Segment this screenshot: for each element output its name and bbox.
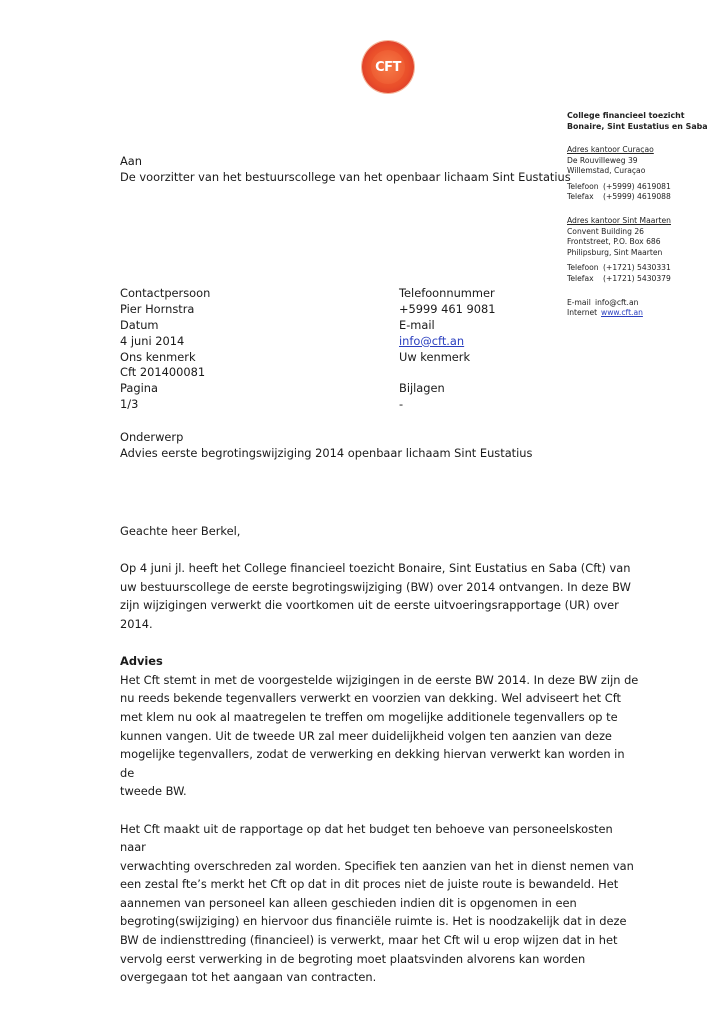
sint-maarten-address-line3: Philipsburg, Sint Maarten bbox=[567, 247, 663, 257]
sender-email-row bbox=[567, 298, 717, 309]
logo-text: CFT bbox=[375, 59, 401, 75]
addressee-block bbox=[120, 153, 571, 185]
advies-line: kunnen vangen. Uit de tweede UR zal meer duidelijkheid volgen ten aanzien van deze bbox=[120, 728, 612, 743]
advies-line: met klem nu ook al maatregelen te treffen om mogelijke additionele tegenvallers op te bbox=[120, 709, 618, 724]
sint-maarten-address-line2: Frontstreet, P.O. Box 686 bbox=[567, 237, 661, 247]
sender-organization: College financieel toezicht Bonaire, Sint Eustatius en Saba bbox=[567, 111, 708, 131]
attachments-value: - bbox=[399, 397, 404, 412]
sint-maarten-fax-row bbox=[567, 274, 717, 285]
personnel-line: BW de indiensttreding (financieel) is verwerkt, maar het Cft wil u erop wijzen dat in het bbox=[120, 933, 618, 948]
sint-maarten-phone-label: Telefoon bbox=[567, 263, 599, 273]
subject-block bbox=[120, 429, 532, 461]
personnel-line: Het Cft maakt uit de rapportage op dat het budget ten behoeve van personeelskosten naar bbox=[120, 821, 613, 855]
phone-label: Telefoonnummer bbox=[399, 286, 495, 300]
phone-number: +5999 461 9081 bbox=[399, 301, 496, 316]
curacao-office-heading: Adres kantoor Curaçao bbox=[567, 145, 654, 154]
intro-line: uw bestuurscollege de eerste begrotingswijziging (BW) over 2014 ontvangen. In deze BW bbox=[120, 579, 631, 594]
addressee-name: De voorzitter van het bestuurscollege van het openbaar lichaam Sint Eustatius bbox=[120, 170, 571, 184]
curacao-phone-row bbox=[567, 182, 717, 193]
sint-maarten-address-line1: Convent Building 26 bbox=[567, 226, 645, 236]
intro-line: Op 4 juni jl. heeft het College financieel toezicht Bonaire, Sint Eustatius en Saba (Cft) van bbox=[120, 561, 631, 576]
curacao-phone: (+5999) 4619081 bbox=[603, 181, 671, 191]
personnel-line: aannemen van personeel kan alleen geschieden indien dit is opgenomen in een bbox=[120, 895, 577, 910]
addressee-label: Aan bbox=[120, 154, 142, 168]
curacao-phone-label: Telefoon bbox=[567, 181, 599, 191]
letter-date: 4 juni 2014 bbox=[120, 333, 185, 348]
curacao-fax: (+5999) 4619088 bbox=[603, 192, 671, 202]
advies-line: Het Cft stemt in met de voorgestelde wijzigingen in de eerste BW 2014. In deze BW zijn de bbox=[120, 672, 639, 687]
sender-email-label: E-mail bbox=[567, 297, 591, 307]
personnel-line: verwachting overschreden zal worden. Specifiek ten aanzien van het in dienst nemen van bbox=[120, 858, 634, 873]
cft-seal-icon bbox=[371, 50, 405, 84]
email-label: E-mail bbox=[399, 317, 435, 332]
advies-line: mogelijke tegenvallers, zodat de verwerking en dekking hiervan verwerkt kan worden in de bbox=[120, 747, 625, 780]
sint-maarten-office-heading: Adres kantoor Sint Maarten bbox=[567, 215, 671, 225]
personnel-line: vervolg eerst verwerking in de begroting moet plaatsvinden alvorens kan worden bbox=[120, 951, 586, 966]
sint-maarten-phone-row bbox=[567, 263, 717, 274]
intro-line: 2014. bbox=[120, 616, 153, 631]
date-label: Datum bbox=[120, 317, 159, 332]
email-link[interactable]: info@cft.an bbox=[399, 333, 465, 348]
page-label: Pagina bbox=[120, 381, 158, 396]
sint-maarten-fax: (+1721) 5430379 bbox=[603, 273, 671, 283]
sender-internet-row bbox=[567, 308, 717, 319]
subject-text: Advies eerste begrotingswijziging 2014 openbaar lichaam Sint Eustatius bbox=[120, 446, 533, 460]
our-reference-label: Ons kenmerk bbox=[120, 349, 196, 364]
letter-metadata bbox=[120, 286, 560, 413]
salutation: Geachte heer Berkel, bbox=[120, 524, 241, 538]
intro-line: zijn wijzigingen verwerkt die voortkomen uit de eerste uitvoeringsrapportage (UR) over bbox=[120, 598, 619, 613]
curacao-address-line1: De Rouvilleweg 39 bbox=[567, 155, 638, 165]
page-number: 1/3 bbox=[120, 397, 139, 412]
curacao-address-line2: Willemstad, Curaçao bbox=[567, 166, 646, 176]
curacao-fax-row bbox=[567, 192, 717, 203]
cft-logo bbox=[362, 41, 414, 93]
sender-internet-label: Internet bbox=[567, 308, 598, 318]
sint-maarten-phone: (+1721) 5430331 bbox=[603, 263, 671, 273]
sender-address-block bbox=[567, 110, 717, 319]
sender-email: info@cft.an bbox=[595, 297, 639, 307]
sender-website-link[interactable]: www.cft.an bbox=[601, 308, 643, 318]
personnel-line: een zestal fte’s merkt het Cft op dat in dit proces niet de juiste route is bewandeld. Het bbox=[120, 877, 619, 892]
your-reference-label: Uw kenmerk bbox=[399, 349, 471, 364]
sint-maarten-fax-label: Telefax bbox=[567, 273, 594, 283]
attachments-label: Bijlagen bbox=[399, 381, 445, 396]
advies-heading: Advies bbox=[120, 654, 163, 669]
contact-person: Pier Hornstra bbox=[120, 301, 195, 316]
subject-label: Onderwerp bbox=[120, 430, 184, 444]
letter-body bbox=[120, 522, 640, 987]
advies-line: nu reeds bekende tegenvallers verwerkt en voorzien van dekking. Wel adviseert het Cft bbox=[120, 691, 621, 706]
personnel-line: begroting(swijziging) en hiervoor dus financiële ruimte is. Het is noodzakelijk dat in deze bbox=[120, 914, 627, 929]
contact-label: Contactpersoon bbox=[120, 286, 211, 300]
personnel-line: overgegaan tot het aangaan van contracten. bbox=[120, 970, 377, 985]
advies-line: tweede BW. bbox=[120, 784, 187, 799]
our-reference: Cft 201400081 bbox=[120, 365, 206, 380]
curacao-fax-label: Telefax bbox=[567, 192, 594, 202]
